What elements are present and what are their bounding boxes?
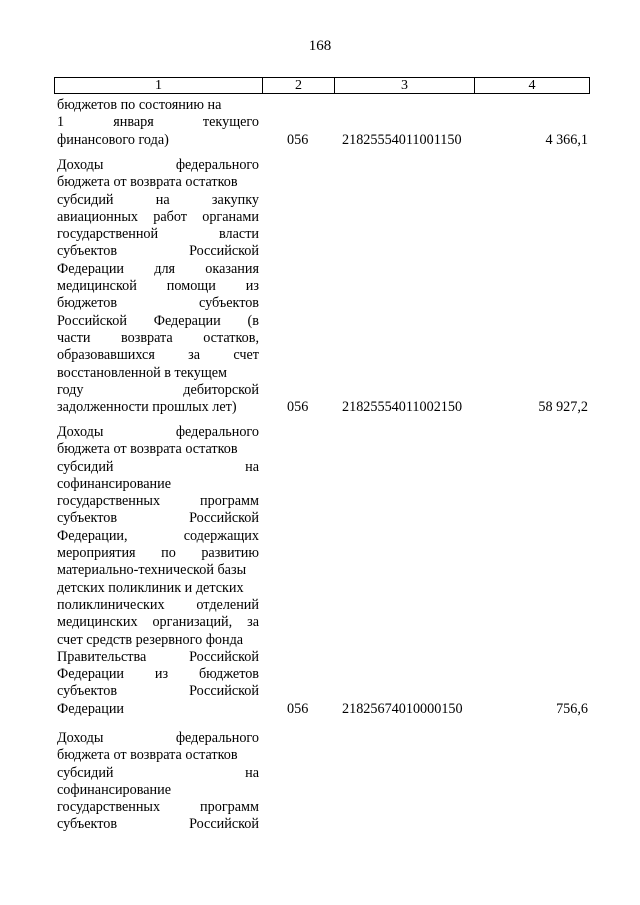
description-line: счет средств резервного фонда — [57, 631, 244, 648]
description-line: медицинской помощи из — [57, 278, 259, 295]
description-line: Доходы федерального — [57, 157, 259, 173]
description-line: Доходы федерального — [57, 730, 259, 746]
admin-code: 056 — [287, 700, 309, 717]
description-line: образовавшихся за счет — [57, 347, 259, 364]
description-line: государственных программ — [57, 799, 259, 816]
column-header-3: 3 — [335, 78, 475, 93]
description-line: субъектов Российской — [57, 683, 259, 700]
description-line: бюджета от возврата остатков — [57, 174, 238, 191]
description-line: государственной власти — [57, 226, 259, 243]
budget-classification-code: 21825554011002150 — [342, 399, 463, 416]
budget-classification-code: 21825674010000150 — [342, 700, 463, 717]
description-line: Российской Федерации (в — [57, 312, 259, 329]
description-line: бюджетов субъектов — [57, 295, 259, 312]
table-header — [54, 77, 590, 94]
description-line: субъектов Российской — [57, 816, 259, 833]
description-line: 1 января текущего — [57, 114, 259, 131]
column-header-1: 1 — [55, 78, 263, 93]
admin-code: 056 — [287, 131, 309, 148]
description-line: субсидий на — [57, 764, 259, 781]
row-description — [57, 97, 259, 149]
description-line: мероприятия по развитию — [57, 545, 259, 562]
column-header-4: 4 — [528, 78, 536, 93]
description-line: субсидий на закупку — [57, 191, 259, 208]
description-line: авиационных работ органами — [57, 208, 259, 225]
description-line: софинансирование — [57, 781, 172, 798]
description-line: Федерации из бюджетов — [57, 666, 259, 683]
description-line: задолженности прошлых лет) — [57, 399, 237, 416]
description-line: детских поликлиник и детских — [57, 579, 244, 596]
description-line: государственных программ — [57, 493, 259, 510]
description-line: субъектов Российской — [57, 510, 259, 527]
amount: 4 366,1 — [545, 131, 588, 148]
description-line: финансового года) — [57, 131, 169, 148]
description-line: медицинских организаций, за — [57, 614, 259, 631]
page-number: 168 — [308, 38, 332, 54]
admin-code: 056 — [287, 399, 309, 416]
description-line: материально-технической базы — [57, 562, 247, 579]
description-line: части возврата остатков, — [57, 329, 259, 346]
description-line: Правительства Российской — [57, 648, 259, 665]
description-line: софинансирование — [57, 475, 172, 492]
description-line: Федерации для оказания — [57, 260, 259, 277]
description-line: году дебиторской — [57, 381, 259, 398]
description-line: бюджета от возврата остатков — [57, 747, 238, 764]
description-line: бюджетов по состоянию на — [57, 97, 222, 113]
description-line: Федерации, содержащих — [57, 527, 259, 544]
description-line: Федерации — [57, 700, 125, 717]
description-line: субсидий на — [57, 458, 259, 475]
row-description — [57, 157, 259, 416]
amount: 58 927,2 — [538, 399, 588, 416]
description-line: субъектов Российской — [57, 243, 259, 260]
description-line: бюджета от возврата остатков — [57, 441, 238, 458]
description-line: поликлинических отделений — [57, 596, 259, 613]
description-line: Доходы федерального — [57, 424, 259, 440]
row-description — [57, 424, 259, 718]
row-description — [57, 730, 259, 834]
description-line: восстановленной в текущем — [57, 364, 228, 381]
amount: 756,6 — [556, 700, 588, 717]
column-header-2: 2 — [263, 78, 335, 93]
budget-classification-code: 21825554011001150 — [342, 131, 462, 148]
